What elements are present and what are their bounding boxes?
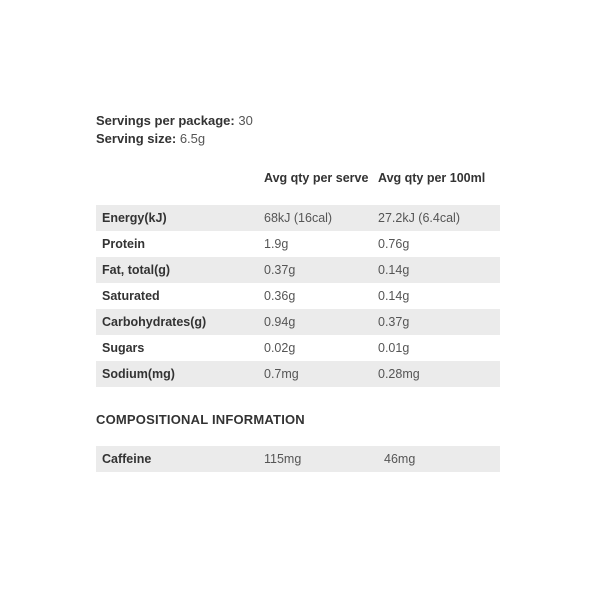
- per-100ml-value: 0.14g: [372, 257, 500, 283]
- component-name: Caffeine: [96, 446, 258, 472]
- per-serve-value: 0.94g: [258, 309, 372, 335]
- nutrient-name: Saturated: [102, 289, 160, 303]
- per-serve-value: 0.02g: [264, 341, 296, 355]
- table-row: [96, 205, 500, 231]
- per-100ml-value: 0.01g: [378, 341, 410, 355]
- table-row: [96, 335, 500, 361]
- nutrition-panel: [96, 112, 500, 472]
- per-100ml-value: 0.28mg: [372, 361, 500, 387]
- per-100ml-value: 27.2kJ (6.4cal): [372, 205, 500, 231]
- table-row: [96, 257, 500, 283]
- per-100ml-value: 46mg: [372, 446, 500, 472]
- nutrient-name: Sugars: [102, 341, 145, 355]
- nutrient-name: Sodium(mg): [96, 361, 258, 387]
- nutrient-name: Energy(kJ): [96, 205, 258, 231]
- per-serve-value: 0.37g: [258, 257, 372, 283]
- per-serve-value: 0.36g: [264, 289, 296, 303]
- table-row: [96, 283, 500, 309]
- table-row: [96, 361, 500, 387]
- per-100ml-value: 0.76g: [378, 237, 410, 251]
- table-row: [96, 231, 500, 257]
- serving-size: Serving size: 6.5g: [96, 131, 206, 146]
- per-serve-value: 68kJ (16cal): [258, 205, 372, 231]
- table-row: [96, 446, 500, 472]
- servings-info: [96, 112, 500, 148]
- nutrient-name: Carbohydrates(g): [96, 309, 258, 335]
- servings-per-package: Servings per package: 30: [96, 113, 253, 128]
- compositional-table: [96, 446, 500, 472]
- table-row: [96, 309, 500, 335]
- header-per-100ml: Avg qty per 100ml: [378, 171, 486, 185]
- nutrient-name: Fat, total(g): [96, 257, 258, 283]
- per-100ml-value: 0.14g: [378, 289, 410, 303]
- nutrient-name: Protein: [102, 237, 146, 251]
- per-serve-value: 115mg: [258, 446, 372, 472]
- compositional-info-heading: COMPOSITIONAL INFORMATION: [96, 412, 305, 427]
- header-per-serve: Avg qty per serve: [264, 171, 369, 185]
- per-100ml-value: 0.37g: [372, 309, 500, 335]
- per-serve-value: 1.9g: [264, 237, 289, 251]
- header-nutrient: [96, 171, 258, 205]
- nutrition-header-row: [96, 171, 500, 205]
- nutrition-table: [96, 171, 500, 387]
- per-serve-value: 0.7mg: [258, 361, 372, 387]
